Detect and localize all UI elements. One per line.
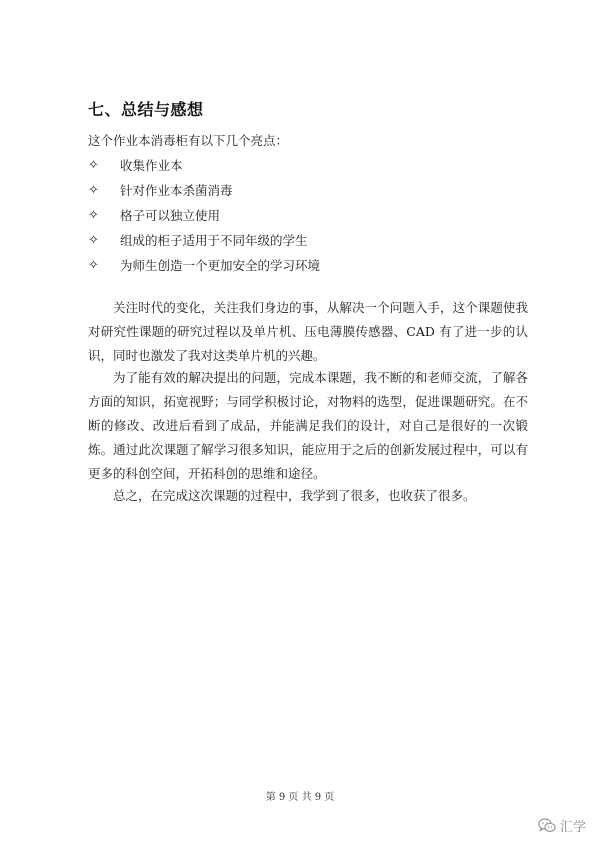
list-item bbox=[88, 203, 320, 228]
list-item-text: 组成的柜子适用于不同年级的学生 bbox=[120, 233, 308, 248]
highlights-list bbox=[88, 153, 320, 278]
watermark-text: 汇学 bbox=[559, 820, 586, 835]
diamond-bullet-icon: ✧ bbox=[88, 258, 99, 273]
page-number: 第 9 页 共 9 页 bbox=[265, 792, 335, 803]
wechat-icon bbox=[538, 818, 556, 833]
intro-text: 这个作业本消毒柜有以下几个亮点： bbox=[88, 133, 289, 148]
section-heading: 七、总结与感想 bbox=[88, 100, 204, 119]
paragraph: 总之，在完成这次课题的过程中，我学到了很多，也收获了很多。 bbox=[113, 488, 476, 503]
diamond-bullet-icon: ✧ bbox=[88, 208, 99, 223]
list-item-text: 为师生创造一个更加安全的学习环境 bbox=[120, 258, 321, 273]
diamond-bullet-icon: ✧ bbox=[88, 158, 99, 173]
list-item bbox=[88, 153, 320, 178]
list-item-text: 针对作业本杀菌消毒 bbox=[120, 183, 233, 198]
diamond-bullet-icon: ✧ bbox=[88, 183, 99, 198]
list-item-text: 格子可以独立使用 bbox=[120, 208, 221, 223]
watermark bbox=[538, 816, 586, 835]
diamond-bullet-icon: ✧ bbox=[88, 233, 99, 248]
paragraph: 为了能有效的解决提出的问题，完成本课题，我不断的和老师交流，了解各方面的知识，拓宽视野；与同学积极讨论，对物料的选型，促进课题研究。在不断的修改、改进后看到了成品，并能满足我们的设计，对自己是很好的一次锻炼。通过此次课题了解学习很多知识，能应用于之后的创新发展过程中，可以有更多的科创空间，开拓科创的思维和途径。 bbox=[88, 370, 528, 481]
paragraph: 关注时代的变化，关注我们身边的事，从解决一个问题入手，这个课题使我对研究性课题的研究过程以及单片机、压电薄膜传感器、CAD 有了进一步的认识，同时也激发了我对这类单片机的兴趣。 bbox=[88, 300, 528, 363]
list-item-text: 收集作业本 bbox=[120, 158, 183, 173]
list-item bbox=[88, 178, 320, 203]
list-item bbox=[88, 228, 320, 253]
list-item bbox=[88, 253, 320, 278]
